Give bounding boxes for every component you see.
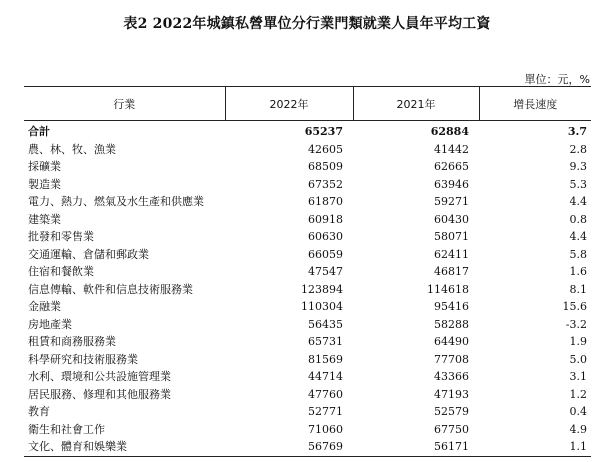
table-row <box>24 403 591 421</box>
industry-cell: 房地產業 <box>28 317 72 331</box>
header-growth: 增長速度 <box>479 87 591 121</box>
table-row <box>24 263 591 281</box>
growth-rate-cell: 4.9 <box>569 422 587 436</box>
wage-2021-cell: 64490 <box>434 335 469 349</box>
industry-cell: 建築業 <box>28 212 61 226</box>
wage-2021-cell: 63946 <box>434 177 469 191</box>
table-body <box>24 121 591 457</box>
wage-table <box>24 86 591 457</box>
industry-cell: 教育 <box>28 405 50 419</box>
industry-cell: 住宿和餐飲業 <box>28 265 94 279</box>
growth-rate-cell: 1.2 <box>569 387 587 401</box>
industry-cell: 居民服務、修理和其他服務業 <box>28 387 171 401</box>
table-row <box>24 141 591 159</box>
wage-2022-cell: 60918 <box>308 212 343 226</box>
table-row <box>24 281 591 299</box>
table-row <box>24 421 591 439</box>
wage-2022-cell: 123894 <box>301 282 343 296</box>
wage-2022-cell: 52771 <box>308 405 343 419</box>
growth-rate-cell: 5.3 <box>569 177 587 191</box>
wage-2021-cell: 41442 <box>434 142 469 156</box>
wage-2021-cell: 58288 <box>434 317 469 331</box>
table-row <box>24 386 591 404</box>
wage-2022-cell: 81569 <box>308 352 343 366</box>
growth-rate-cell: 1.9 <box>569 335 587 349</box>
industry-cell: 衛生和社會工作 <box>28 422 105 436</box>
table-row <box>24 368 591 386</box>
table-row <box>24 211 591 229</box>
industry-cell: 批發和零售業 <box>28 230 94 244</box>
growth-rate-cell: 3.7 <box>567 125 587 139</box>
header-2022: 2022年 <box>225 87 353 121</box>
wage-2021-cell: 95416 <box>434 300 469 314</box>
growth-rate-cell: 5.8 <box>569 247 587 261</box>
table-row <box>24 316 591 334</box>
wage-2022-cell: 66059 <box>308 247 343 261</box>
growth-rate-cell: 2.8 <box>569 142 587 156</box>
wage-2022-cell: 65237 <box>304 125 343 139</box>
growth-rate-cell: 0.8 <box>569 212 587 226</box>
wage-2022-cell: 47760 <box>308 387 343 401</box>
wage-2022-cell: 56435 <box>308 317 343 331</box>
header-row <box>24 87 591 121</box>
wage-2021-cell: 62411 <box>434 247 469 261</box>
wage-2021-cell: 114618 <box>427 282 469 296</box>
wage-2022-cell: 67352 <box>308 177 343 191</box>
wage-2021-cell: 52579 <box>434 405 469 419</box>
table-title: 表2 2022年城鎮私營單位分行業門類就業人員年平均工資 <box>123 16 491 32</box>
industry-cell: 農、林、牧、漁業 <box>28 142 116 156</box>
wage-2021-cell: 67750 <box>434 422 469 436</box>
wage-2022-cell: 60630 <box>308 230 343 244</box>
industry-cell: 交通運輸、倉儲和郵政業 <box>28 247 149 261</box>
industry-cell: 採礦業 <box>28 160 61 174</box>
wage-2021-cell: 62665 <box>434 160 469 174</box>
table-row <box>24 228 591 246</box>
wage-2021-cell: 46817 <box>434 265 469 279</box>
wage-2021-cell: 59271 <box>434 195 469 209</box>
wage-2021-cell: 77708 <box>434 352 469 366</box>
table-row <box>24 351 591 369</box>
growth-rate-cell: 3.1 <box>569 370 587 384</box>
wage-2022-cell: 47547 <box>308 265 343 279</box>
wage-2022-cell: 65731 <box>308 335 343 349</box>
table-row <box>24 193 591 211</box>
industry-cell: 科學研究和技術服務業 <box>28 352 138 366</box>
wage-2022-cell: 68509 <box>308 160 343 174</box>
table-row <box>24 333 591 351</box>
wage-2022-cell: 42605 <box>308 142 343 156</box>
table-row <box>24 438 591 456</box>
industry-cell: 電力、熱力、燃氣及水生產和供應業 <box>28 195 204 209</box>
growth-rate-cell: -3.2 <box>565 317 587 331</box>
wage-2021-cell: 43366 <box>434 370 469 384</box>
growth-rate-cell: 1.1 <box>479 438 591 456</box>
wage-2022-cell: 110304 <box>301 300 343 314</box>
growth-rate-cell: 0.4 <box>569 405 587 419</box>
unit-note: 單位：元，% <box>524 73 590 86</box>
growth-rate-cell: 4.4 <box>569 195 587 209</box>
growth-rate-cell: 9.3 <box>569 160 587 174</box>
header-2021: 2021年 <box>353 87 479 121</box>
industry-cell: 金融業 <box>28 300 61 314</box>
growth-rate-cell: 4.4 <box>569 230 587 244</box>
wage-2021-cell: 62884 <box>430 125 469 139</box>
header-industry: 行業 <box>24 87 225 121</box>
industry-cell: 水利、環境和公共設施管理業 <box>28 370 171 384</box>
wage-2021-cell: 47193 <box>434 387 469 401</box>
wage-2022-cell: 61870 <box>308 195 343 209</box>
industry-cell: 租賃和商務服務業 <box>28 335 116 349</box>
industry-cell: 合計 <box>28 125 50 139</box>
industry-cell: 信息傳輸、軟件和信息技術服務業 <box>28 282 193 296</box>
wage-2021-cell: 60430 <box>434 212 469 226</box>
growth-rate-cell: 8.1 <box>569 282 587 296</box>
wage-2021-cell: 56171 <box>353 438 479 456</box>
total-row <box>24 121 591 141</box>
growth-rate-cell: 15.6 <box>562 300 587 314</box>
table-row <box>24 158 591 176</box>
growth-rate-cell: 5.0 <box>569 352 587 366</box>
growth-rate-cell: 1.6 <box>569 265 587 279</box>
wage-2022-cell: 44714 <box>308 370 343 384</box>
industry-cell: 文化、體育和娛樂業 <box>24 438 225 456</box>
wage-2022-cell: 56769 <box>225 438 353 456</box>
table-row <box>24 298 591 316</box>
wage-2021-cell: 58071 <box>434 230 469 244</box>
wage-2022-cell: 71060 <box>308 422 343 436</box>
table-row <box>24 176 591 194</box>
table-row <box>24 246 591 264</box>
industry-cell: 製造業 <box>28 177 61 191</box>
